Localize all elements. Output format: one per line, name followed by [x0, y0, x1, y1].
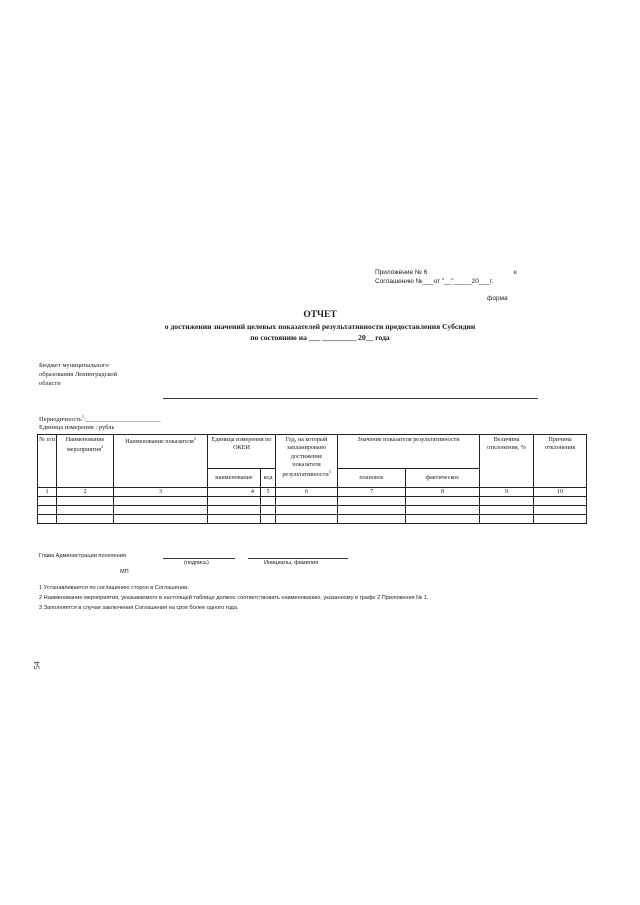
name-line — [248, 558, 348, 559]
recipient-line-1: Бюджет муниципального — [39, 362, 109, 369]
page-number-note: 54 — [32, 661, 42, 670]
signature-label: (подпись) — [184, 560, 209, 566]
form-label: форма — [487, 295, 508, 302]
signature-line — [163, 558, 235, 559]
footnote-3: 3 Заполняется в случае заключения Соглашения на срок более одного года. — [39, 605, 239, 611]
header-unit-name: наименование — [208, 468, 261, 487]
unit-of-measure: Единица измерения : рубль — [39, 424, 115, 431]
column-number: 5 — [261, 488, 276, 497]
recipient-underline — [163, 398, 538, 399]
column-number: 4 — [208, 488, 261, 497]
report-title: ОТЧЕТ — [303, 310, 337, 320]
appendix-mark: к — [514, 269, 517, 276]
report-table — [37, 434, 587, 524]
column-number: 3 — [114, 488, 208, 497]
column-number-row — [38, 488, 587, 497]
name-label: Инициалы, фамилия — [264, 560, 319, 566]
header-event-text: Наименование мероприятия — [65, 436, 105, 454]
header-year — [276, 435, 338, 488]
header-event — [57, 435, 114, 488]
header-indicator — [114, 435, 208, 488]
footnote-1: 1 Устанавливается по соглашению сторон в Соглашении. — [39, 585, 189, 591]
header-year-sup: 3 — [328, 469, 331, 475]
column-number: 1 — [38, 488, 57, 497]
table-row — [38, 515, 587, 524]
periodicity-value: :_______________________ — [84, 416, 161, 424]
periodicity-label: Периодичность — [39, 416, 83, 424]
periodicity-footnote-mark: 1 — [82, 414, 85, 419]
column-number: 7 — [338, 488, 406, 497]
agreement-reference: Соглашению №___от "__"_____20___г. — [375, 278, 494, 285]
column-number: 2 — [57, 488, 114, 497]
header-value: Значение показателя результативности — [338, 435, 480, 469]
signature-position: Глава Администрации поселения — [39, 553, 126, 559]
header-event-sup: 2 — [101, 444, 104, 450]
header-unit-code: код — [261, 468, 276, 487]
table-row — [38, 497, 587, 506]
column-number: 9 — [480, 488, 534, 497]
footnote-2: 2 Наименование мероприятия, указываемого в настоящей таблице должно соответствовать наименованию, указанному в графе 2 Приложения № 1. — [39, 595, 429, 601]
report-subtitle: о достижении значений целевых показателей результативности предоставления Субсидии — [164, 322, 476, 331]
stamp-label: МП — [120, 569, 129, 575]
appendix-label: Приложение № 6 — [375, 269, 428, 276]
header-actual: фактическое — [406, 468, 480, 487]
report-date-line: по состоянию на ___ _________ 20__ года — [250, 333, 390, 342]
column-number: 10 — [534, 488, 587, 497]
header-number: № п/п — [38, 435, 57, 488]
periodicity-row — [39, 414, 161, 423]
header-year-text: Год, на который запланировано достижение показателя результативности — [282, 436, 329, 479]
header-unit: Единица измерения по ОКЕИ — [208, 435, 276, 469]
column-number: 8 — [406, 488, 480, 497]
recipient-line-2: образования Ленинградской — [39, 371, 118, 378]
table-header-row — [38, 435, 587, 469]
table-row — [38, 506, 587, 515]
header-deviation: Величина отклонения, % — [480, 435, 534, 488]
recipient-line-3: области — [39, 380, 61, 387]
header-indicator-sup: 3 — [193, 436, 196, 441]
header-indicator-text: Наименование показателя — [125, 438, 194, 446]
header-reason: Причина отклонения — [534, 435, 587, 488]
column-number: 6 — [276, 488, 338, 497]
header-planned: плановое — [338, 468, 406, 487]
